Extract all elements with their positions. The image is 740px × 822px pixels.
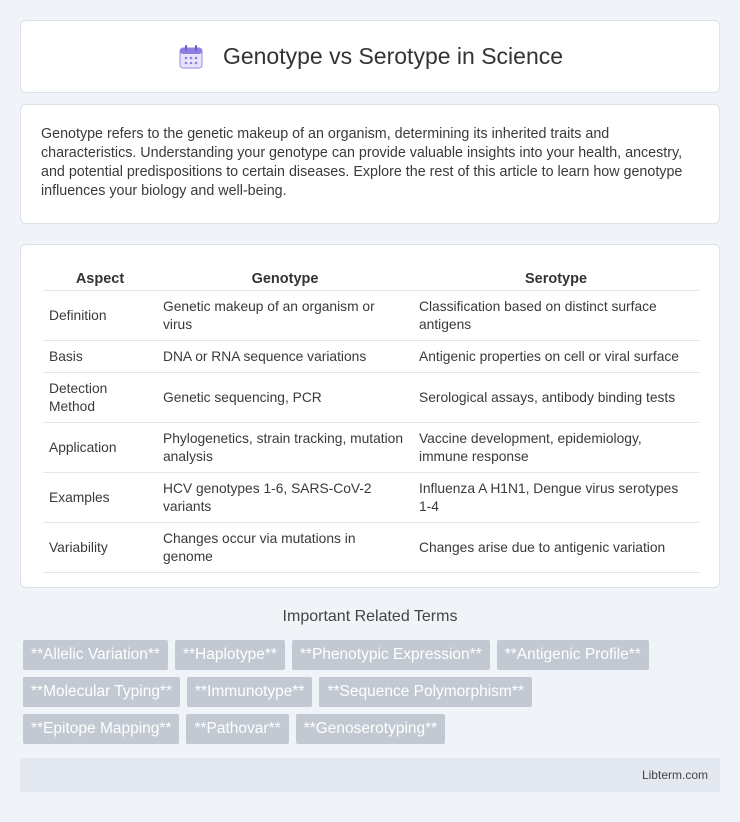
column-header-genotype: Genotype [157,265,413,291]
tag-genoserotyping[interactable]: **Genoserotyping** [296,714,446,744]
table-cell: Classification based on distinct surface antigens [413,291,699,341]
comparison-table [43,265,699,573]
intro-text: Genotype refers to the genetic makeup of an organism, determining its inherited traits and characteristics. Understanding your genotype can provide valuable insights into your health, ancestry, and potential predispositions to certain diseases. Explore the rest of this article to learn how genotype influences your biology and well-being. [41,126,683,199]
page-title: Genotype vs Serotype in Science [222,43,564,69]
table-cell: HCV genotypes 1-6, SARS-CoV-2 variants [157,473,413,523]
table-cell: Variability [43,523,157,573]
tag-haplotype[interactable]: **Haplotype** [175,640,285,670]
tag-molecular-typing[interactable]: **Molecular Typing** [23,677,180,707]
intro-card [20,104,720,224]
header [177,43,563,71]
header-card [20,20,720,93]
table-row [43,291,699,341]
table-cell: Phylogenetics, strain tracking, mutation analysis [157,423,413,473]
table-cell: Vaccine development, epidemiology, immune response [413,423,699,473]
table-cell: Serological assays, antibody binding tests [413,373,699,423]
table-cell: Definition [43,291,157,341]
table-cell: Changes occur via mutations in genome [157,523,413,573]
tag-epitope-mapping[interactable]: **Epitope Mapping** [23,714,179,744]
table-cell: DNA or RNA sequence variations [157,341,413,373]
column-header-serotype: Serotype [413,265,699,291]
tag-row [23,640,713,670]
footer [20,758,720,792]
tag-antigenic-profile[interactable]: **Antigenic Profile** [497,640,649,670]
table-cell: Examples [43,473,157,523]
tag-allelic-variation[interactable]: **Allelic Variation** [23,640,168,670]
related-terms-tags [23,640,713,751]
table-cell: Basis [43,341,157,373]
tag-immunotype[interactable]: **Immunotype** [187,677,312,707]
table-cell: Genetic sequencing, PCR [157,373,413,423]
table-row [43,523,699,573]
related-terms-title: Important Related Terms [282,608,458,625]
tag-sequence-polymorphism[interactable]: **Sequence Polymorphism** [319,677,531,707]
table-cell: Application [43,423,157,473]
footer-site-link[interactable]: Libterm.com [641,768,708,782]
table-row [43,423,699,473]
tag-phenotypic-expression[interactable]: **Phenotypic Expression** [292,640,490,670]
table-row [43,473,699,523]
column-header-aspect: Aspect [43,265,157,291]
tag-row [23,677,713,707]
table-cell: Genetic makeup of an organism or virus [157,291,413,341]
table-cell: Detection Method [43,373,157,423]
calendar-icon [177,43,205,71]
tag-row [23,714,713,744]
comparison-table-card [20,244,720,588]
table-cell: Antigenic properties on cell or viral surface [413,341,699,373]
table-header-row [43,265,699,291]
table-cell: Changes arise due to antigenic variation [413,523,699,573]
table-cell: Influenza A H1N1, Dengue virus serotypes 1-4 [413,473,699,523]
tag-pathovar[interactable]: **Pathovar** [186,714,288,744]
table-row [43,341,699,373]
table-row [43,373,699,423]
